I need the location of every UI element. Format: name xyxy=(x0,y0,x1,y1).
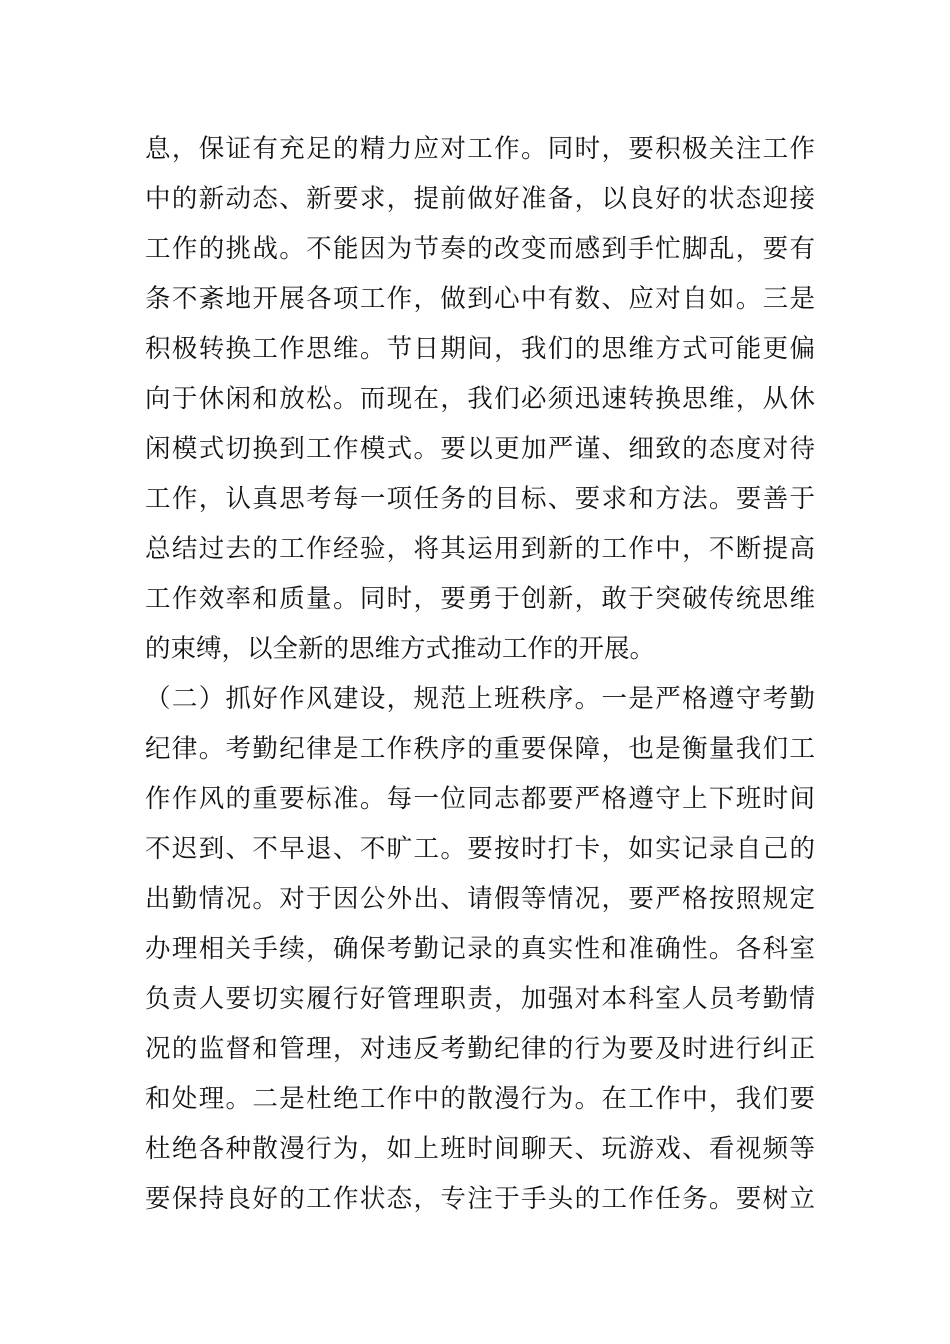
text-line-22: 要保持良好的工作状态，专注于手头的工作任务。要树立 xyxy=(145,1184,815,1214)
text-line-18: 负责人要切实履行好管理职责，加强对本科室人员考勤情 xyxy=(145,984,815,1014)
text-line-14: 作作风的重要标准。每一位同志都要严格遵守上下班时间 xyxy=(145,784,815,814)
text-line-3: 工作的挑战。不能因为节奏的改变而感到手忙脚乱，要有 xyxy=(145,234,815,264)
body-text xyxy=(145,124,815,1224)
text-line-21: 杜绝各种散漫行为，如上班时间聊天、玩游戏、看视频等 xyxy=(145,1134,815,1164)
text-line-1: 息，保证有充足的精力应对工作。同时，要积极关注工作 xyxy=(145,134,815,164)
text-line-12: （二）抓好作风建设，规范上班秩序。一是严格遵守考勤 xyxy=(145,684,815,714)
text-line-13: 纪律。考勤纪律是工作秩序的重要保障，也是衡量我们工 xyxy=(145,734,815,764)
text-line-6: 向于休闲和放松。而现在，我们必须迅速转换思维，从休 xyxy=(145,384,815,414)
text-line-20: 和处理。二是杜绝工作中的散漫行为。在工作中，我们要 xyxy=(145,1084,815,1114)
text-line-11: 的束缚，以全新的思维方式推动工作的开展。 xyxy=(145,634,656,664)
text-line-8: 工作，认真思考每一项任务的目标、要求和方法。要善于 xyxy=(145,484,815,514)
text-line-16: 出勤情况。对于因公外出、请假等情况，要严格按照规定 xyxy=(145,884,815,914)
text-line-17: 办理相关手续，确保考勤记录的真实性和准确性。各科室 xyxy=(145,934,815,964)
text-line-9: 总结过去的工作经验，将其运用到新的工作中，不断提高 xyxy=(145,534,815,564)
text-line-2: 中的新动态、新要求，提前做好准备，以良好的状态迎接 xyxy=(145,184,815,214)
text-line-5: 积极转换工作思维。节日期间，我们的思维方式可能更偏 xyxy=(145,334,815,364)
text-line-15: 不迟到、不早退、不旷工。要按时打卡，如实记录自己的 xyxy=(145,834,815,864)
text-line-10: 工作效率和质量。同时，要勇于创新，敢于突破传统思维 xyxy=(145,584,815,614)
text-line-19: 况的监督和管理，对违反考勤纪律的行为要及时进行纠正 xyxy=(145,1034,815,1064)
text-line-7: 闲模式切换到工作模式。要以更加严谨、细致的态度对待 xyxy=(145,434,815,464)
text-line-4: 条不紊地开展各项工作，做到心中有数、应对自如。三是 xyxy=(145,284,815,314)
